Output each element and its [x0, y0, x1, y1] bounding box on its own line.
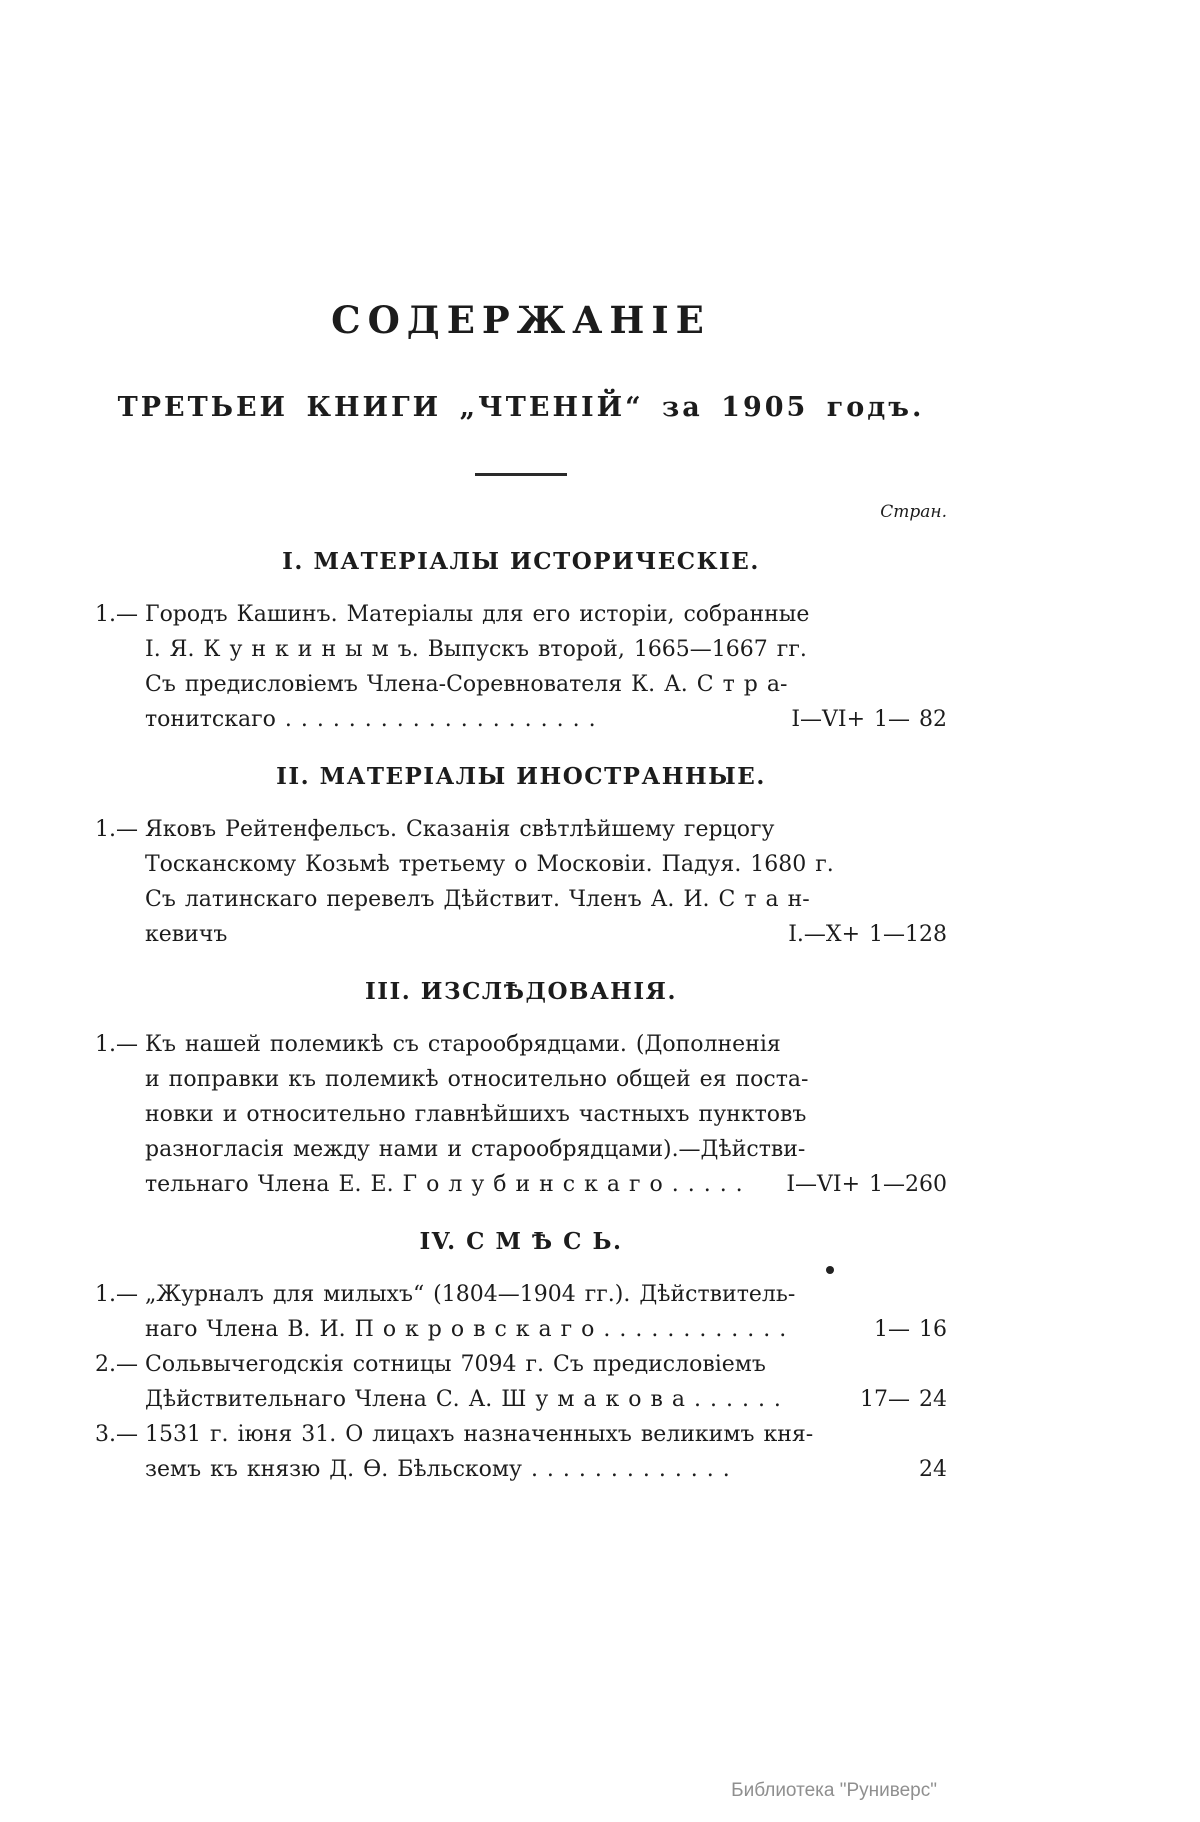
entry-text: Яковъ Рейтенфельсъ. Сказанія свѣтлѣйшему герцогу	[145, 817, 775, 842]
toc-entry	[95, 812, 947, 952]
page-title: СОДЕРЖАНІЕ	[331, 298, 711, 342]
toc-entry	[95, 597, 947, 737]
entry-text: наго Члена В. И. П о к р о в с к а г о . . . . . . . . . . . .	[145, 1317, 787, 1342]
entry-line: Съ предисловіемъ Члена-Соревнователя К. А. С т р а-	[145, 672, 788, 697]
entry-number: 2.—	[95, 1352, 138, 1377]
toc-entry	[95, 1277, 947, 1347]
table-of-contents	[95, 0, 947, 1487]
entry-line	[145, 1452, 947, 1487]
entry-line	[145, 702, 947, 737]
entry-text: Дѣйствительнаго Члена С. А. Ш у м а к о в а . . . . . .	[145, 1387, 781, 1412]
entry-text: Къ нашей полемикѣ съ старообрядцами. (Дополненія	[145, 1032, 781, 1057]
entry-text: тонитскаго . . . . . . . . . . . . . . . . . . . .	[145, 707, 596, 732]
page-column-label: Стран.	[880, 502, 947, 522]
entry-number: 3.—	[95, 1422, 138, 1447]
print-artifact-dot	[826, 1266, 834, 1274]
entry-line: разногласія между нами и старообрядцами).—Дѣйстви-	[145, 1137, 806, 1162]
entry-page-numbers: 17— 24	[860, 1387, 947, 1412]
divider-rule	[475, 473, 567, 476]
entry-line	[95, 597, 947, 632]
entry-text: 1531 г. іюня 31. О лицахъ назначенныхъ великимъ кня-	[145, 1422, 814, 1447]
entry-line: Тосканскому Козьмѣ третьему о Московіи. Падуя. 1680 г.	[145, 852, 834, 877]
entry-text: Городъ Кашинъ. Матеріалы для его исторіи, собранные	[145, 602, 810, 627]
entry-text: „Журналъ для милыхъ“ (1804—1904 гг.). Дѣйствитель-	[145, 1282, 796, 1307]
section-heading-materials-foreign: ІІ. МАТЕРІАЛЫ ИНОСТРАННЫЕ.	[276, 763, 766, 790]
entry-text: тельнаго Члена Е. Е. Г о л у б и н с к а г о . . . . .	[145, 1172, 743, 1197]
toc-entry	[95, 1417, 947, 1487]
entry-text: кевичъ	[145, 922, 228, 947]
library-watermark: Библиотека "Руниверс"	[731, 1780, 937, 1801]
entry-line	[145, 1382, 947, 1417]
toc-entry	[95, 1027, 947, 1202]
entry-number: 1.—	[95, 602, 138, 627]
entry-number: 1.—	[95, 1282, 138, 1307]
entry-line	[95, 1417, 947, 1452]
entry-line	[95, 1277, 947, 1312]
entry-line: и поправки къ полемикѣ относительно общей ея поста-	[145, 1067, 809, 1092]
entry-line	[145, 1167, 947, 1202]
entry-line	[145, 1312, 947, 1347]
entry-page-numbers: І—VI+ 1—260	[786, 1172, 947, 1197]
entry-page-numbers: 24	[919, 1457, 947, 1482]
entry-page-numbers: І.—X+ 1—128	[788, 922, 947, 947]
page-subtitle: ТРЕТЬЕИ КНИГИ „ЧТЕНІЙ“ за 1905 годъ.	[117, 392, 925, 423]
entry-line: Съ латинскаго перевелъ Дѣйствит. Членъ А. И. С т а н-	[145, 887, 810, 912]
section-heading-researches: ІІІ. ИЗСЛѢДОВАНІЯ.	[365, 978, 677, 1005]
entry-text: Сольвычегодскія сотницы 7094 г. Съ предисловіемъ	[145, 1352, 766, 1377]
entry-number: 1.—	[95, 1032, 138, 1057]
entry-line	[95, 1347, 947, 1382]
entry-line	[95, 1027, 947, 1062]
entry-page-numbers: І—VI+ 1— 82	[791, 707, 947, 732]
section-heading-materials-historical: І. МАТЕРІАЛЫ ИСТОРИЧЕСКІЕ.	[282, 548, 760, 575]
entry-line	[145, 917, 947, 952]
section-heading-miscellany: ІV. С М Ѣ С Ь.	[419, 1228, 623, 1255]
entry-page-numbers: 1— 16	[874, 1317, 947, 1342]
entry-text: земъ къ князю Д. Ѳ. Бѣльскому . . . . . . . . . . . . .	[145, 1457, 730, 1482]
entry-line: І. Я. К у н к и н ы м ъ. Выпускъ второй, 1665—1667 гг.	[145, 637, 807, 662]
toc-entry	[95, 1347, 947, 1417]
entry-line: новки и относительно главнѣйшихъ частныхъ пунктовъ	[145, 1102, 807, 1127]
entry-number: 1.—	[95, 817, 138, 842]
entry-line	[95, 812, 947, 847]
